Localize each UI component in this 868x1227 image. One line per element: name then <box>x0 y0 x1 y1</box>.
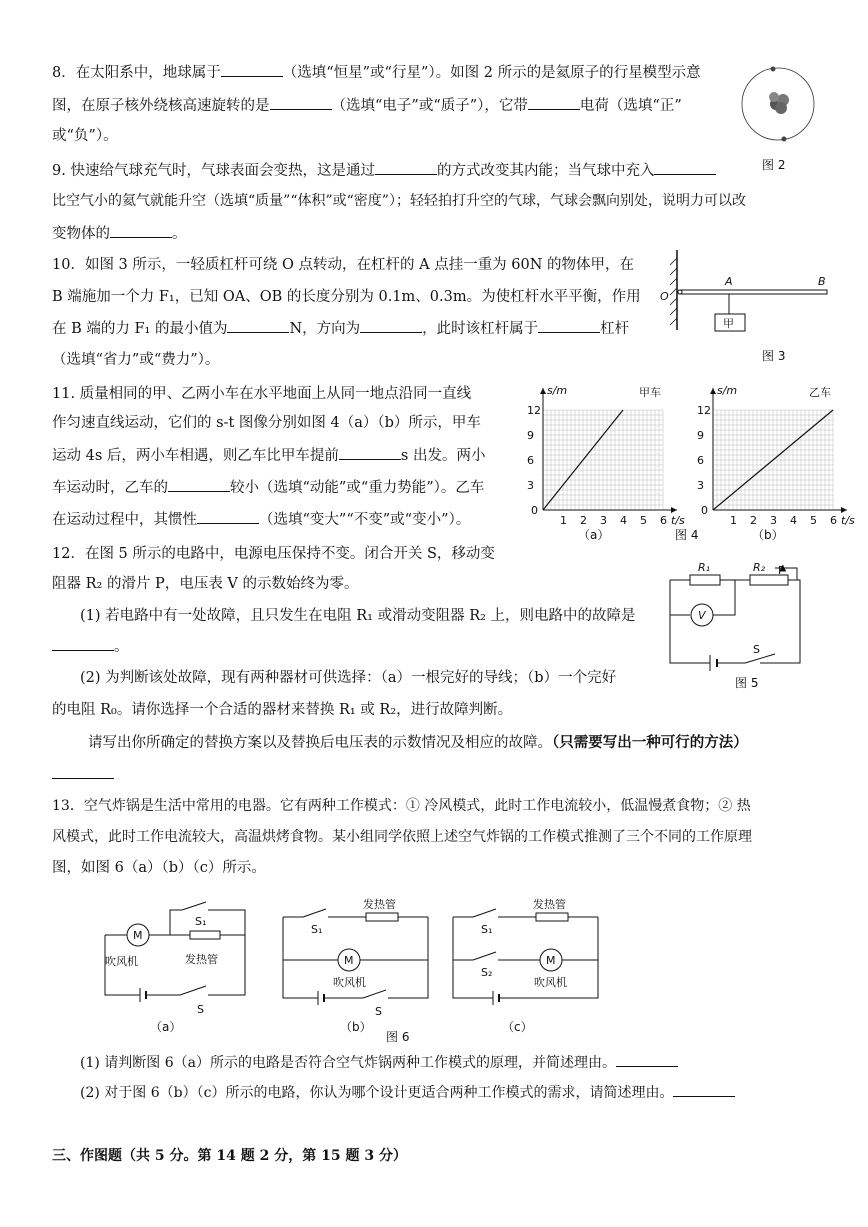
y-arrow <box>710 388 716 394</box>
q11-text-3b: s 出发。两小 <box>400 448 486 464</box>
q13-part-1-text: (1) 请判断图 6（a）所示的电路是否符合空气炸锅两种工作模式的原理，并简述理由。 <box>80 1055 616 1071</box>
x-tick-label: 2 <box>750 514 757 527</box>
heater-label: 发热管 <box>185 953 218 966</box>
x-tick-label: 1 <box>560 514 567 527</box>
label-s2: S₂ <box>481 966 493 979</box>
q9-text-3a: 变物体的 <box>52 226 110 242</box>
q9-text-1b: 的方式改变其内能；当气球中充入 <box>436 163 655 179</box>
y-arrow <box>540 388 546 394</box>
fan-label: 吹风机 <box>333 976 366 989</box>
q12-line-1: 12．在图 5 所示的电路中，电源电压保持不变。闭合开关 S，移动变 <box>52 546 495 562</box>
q12-line-7 <box>88 733 748 753</box>
q8-line-3: 或“负”）。 <box>52 128 118 144</box>
label-a: A <box>725 275 733 288</box>
wire <box>760 580 800 663</box>
figure-6-caption: 图 6 <box>386 1030 410 1044</box>
wall-hatch <box>670 258 677 325</box>
q10-text-3d: 杠杆 <box>600 321 630 337</box>
q11-line-2: 作匀速直线运动，它们的 s-t 图像分别如图 4（a）（b）所示，甲车 <box>52 415 481 431</box>
q8-line-2 <box>52 95 682 116</box>
object-label: 甲 <box>723 317 734 330</box>
lever-bar <box>679 290 827 294</box>
section-3-heading: 三、作图题（共 5 分。第 14 题 2 分，第 15 题 3 分） <box>52 1148 407 1164</box>
fan-label: 吹风机 <box>105 955 138 968</box>
heater <box>536 913 568 921</box>
q12-line-3: (1) 若电路中有一处故障，且只发生在电阻 R₁ 或滑动变阻器 R₂ 上，则电路中的故障是 <box>80 608 636 624</box>
switch-s1 <box>473 909 496 917</box>
figure-2-caption: 图 2 <box>762 158 786 172</box>
label-o: O <box>660 290 669 303</box>
answer-blank[interactable] <box>197 509 259 524</box>
label-s: S <box>197 1003 204 1016</box>
lever-figure <box>655 250 835 350</box>
x-tick-label: 3 <box>770 514 777 527</box>
answer-blank[interactable] <box>616 1052 678 1067</box>
circuit-figure-5 <box>665 560 845 675</box>
pivot <box>678 290 682 294</box>
q12-line-2: 阻器 R₂ 的滑片 P，电压表 V 的示数始终为零。 <box>52 576 359 592</box>
q8-text-1b: （选填“恒星”或“行星”）。如图 2 所示的是氦原子的行星模型示意 <box>282 65 701 81</box>
y-axis-label: s/m <box>717 384 738 397</box>
q13-line-2: 风模式，此时工作电流较大，高温烘烤食物。某小组同学依照上述空气炸锅的工作模式推测了三个不同的工作原理 <box>52 829 752 845</box>
label-v: V <box>698 609 706 622</box>
wire <box>388 917 428 998</box>
q13-part-2 <box>80 1082 735 1103</box>
answer-blank[interactable] <box>654 160 716 175</box>
heater <box>190 931 220 939</box>
label-p: P <box>778 564 785 577</box>
label-s1: S₁ <box>311 923 323 936</box>
y-tick-label: 6 <box>697 454 704 467</box>
q9-line-3 <box>52 223 187 244</box>
car-label: 乙车 <box>809 386 831 399</box>
x-tick-label: 4 <box>620 514 627 527</box>
q13-line-3: 图，如图 6（a）（b）（c）所示。 <box>52 860 266 876</box>
y-tick-label: 6 <box>527 454 534 467</box>
figure-6c-caption: （c） <box>502 1020 533 1034</box>
x-tick-label: 3 <box>600 514 607 527</box>
circuit-figure-6a <box>100 905 260 1015</box>
nucleus-particle <box>775 102 787 114</box>
q8-text-1a: 8．在太阳系中，地球属于 <box>52 65 221 81</box>
q11-text-4b: 较小（选填“动能”或“重力势能”）。乙车 <box>230 480 485 496</box>
q8-text-2b: （选填“电子”或“质子”），它带 <box>331 98 528 114</box>
heater-label: 发热管 <box>533 898 566 911</box>
q8-line-1 <box>52 62 701 83</box>
y-tick-label: 3 <box>527 479 534 492</box>
x-axis-label: t/s <box>841 514 855 527</box>
x-tick-label: 5 <box>810 514 817 527</box>
x-tick-label: 6 <box>660 514 667 527</box>
q13-part-1 <box>80 1052 678 1073</box>
label-r1: R₁ <box>698 561 711 574</box>
motor-label: M <box>546 954 556 967</box>
q12-text-7a: 请写出你所确定的替换方案以及替换后电压表的示数情况及相应的故障。 <box>88 735 552 751</box>
q11-line-4 <box>52 477 484 498</box>
y-tick-label: 9 <box>527 429 534 442</box>
q8-text-2c: 电荷（选填“正” <box>579 98 682 114</box>
answer-blank[interactable] <box>227 318 289 333</box>
y-tick-label: 12 <box>527 404 541 417</box>
answer-blank[interactable] <box>52 764 114 779</box>
figure-5-caption: 图 5 <box>735 676 759 690</box>
q9-line-2: 比空气小的氦气就能升空（选填“质量”“体积”或“密度”）；轻轻拍打升空的气球，气球会飘向别处，说明力可以改 <box>52 193 746 209</box>
switch-s1 <box>303 909 326 917</box>
label-b: B <box>818 275 826 288</box>
q10-line-4: （选填“省力”或“费力”）。 <box>52 352 220 368</box>
label-r2: R₂ <box>753 561 766 574</box>
y-tick-label: 3 <box>697 479 704 492</box>
nucleus-particle <box>769 92 779 102</box>
label-s1: S₁ <box>195 915 207 928</box>
q11-text-5b: （选填“变大”“不变”或“变小”）。 <box>259 512 471 528</box>
q12-text-7b: （只需要写出一种可行的方法） <box>552 734 748 751</box>
resistor-r1 <box>690 575 720 585</box>
st-graph-a <box>515 375 685 540</box>
q12-line-8 <box>52 764 114 785</box>
q12-line-5: (2) 为判断该处故障，现有两种器材可供选择：（a）一根完好的导线；（b）一个完好 <box>80 670 617 686</box>
q13-line-1: 13．空气炸锅是生活中常用的电器。它有两种工作模式：① 冷风模式，此时工作电流较小，低温慢煮食物；② 热 <box>52 798 751 814</box>
st-graph-b <box>685 375 855 540</box>
answer-blank[interactable] <box>339 445 401 460</box>
switch-s <box>745 654 775 663</box>
y-tick-label: 9 <box>697 429 704 442</box>
q9-line-1 <box>52 160 716 181</box>
figure-4b-caption: （b） <box>752 528 784 542</box>
origin-label: 0 <box>701 504 708 517</box>
x-tick-label: 4 <box>790 514 797 527</box>
circuit-figure-6c <box>448 895 608 1015</box>
answer-blank[interactable] <box>538 318 600 333</box>
q11-line-3 <box>52 445 485 466</box>
q12-line-4 <box>52 636 129 657</box>
x-arrow <box>671 507 677 513</box>
answer-blank[interactable] <box>528 95 580 110</box>
x-axis-label: t/s <box>671 514 685 527</box>
switch-s <box>180 986 206 995</box>
heater-label: 发热管 <box>363 898 396 911</box>
q10-line-1: 10．如图 3 所示，一轻质杠杆可绕 O 点转动，在杠杆的 A 点挂一重为 60N 的物体甲，在 <box>52 257 635 273</box>
answer-blank[interactable] <box>221 62 283 77</box>
label-s1: S₁ <box>481 923 493 936</box>
q10-line-3 <box>52 318 629 339</box>
x-arrow <box>841 507 847 513</box>
electron <box>782 137 787 142</box>
q10-text-3c: ，此时该杠杆属于 <box>422 321 539 337</box>
car-label: 甲车 <box>639 386 661 399</box>
q11-text-3a: 运动 4s 后，两小车相遇，则乙车比甲车提前 <box>52 448 339 464</box>
q11-line-1: 11. 质量相同的甲、乙两小车在水平地面上从同一地点沿同一直线 <box>52 386 472 402</box>
wire <box>170 910 182 935</box>
x-tick-label: 6 <box>830 514 837 527</box>
label-s: S <box>375 1005 382 1018</box>
label-s: S <box>753 643 760 656</box>
figure-6b-caption: （b） <box>340 1020 372 1034</box>
q12-line-6: 的电阻 R₀。请你选择一个合适的器材来替换 R₁ 或 R₂，进行故障判断。 <box>52 702 513 718</box>
switch-s1 <box>182 902 206 910</box>
q10-line-2: B 端施加一个力 F₁，已知 OA、OB 的长度分别为 0.1m、0.3m。为使杠杆水平平衡，作用 <box>52 289 641 305</box>
q12-text-4: 。 <box>114 639 129 655</box>
q9-text-3b: 。 <box>172 226 187 242</box>
x-tick-label: 2 <box>580 514 587 527</box>
q13-part-2-text: (2) 对于图 6（b）（c）所示的电路，你认为哪个设计更适合两种工作模式的需求，请简述理由。 <box>80 1085 674 1101</box>
q11-text-4a: 车运动时，乙车的 <box>52 480 168 496</box>
figure-3-caption: 图 3 <box>762 349 786 363</box>
x-tick-label: 1 <box>730 514 737 527</box>
q11-line-5 <box>52 509 470 530</box>
answer-blank[interactable] <box>270 95 332 110</box>
answer-blank[interactable] <box>360 318 422 333</box>
circuit-figure-6b <box>278 895 438 1018</box>
answer-blank[interactable] <box>375 160 437 175</box>
origin-label: 0 <box>531 504 538 517</box>
answer-blank[interactable] <box>52 636 114 651</box>
figure-4-caption: 图 4 <box>675 528 699 542</box>
answer-blank[interactable] <box>168 477 230 492</box>
motor-label: M <box>133 929 143 942</box>
q10-text-3a: 在 B 端的力 F₁ 的最小值为 <box>52 321 228 337</box>
figure-6a-caption: （a） <box>150 1020 182 1034</box>
fan-label: 吹风机 <box>534 976 567 989</box>
q9-text-1a: 9. 快速给气球充气时，气球表面会变热，这是通过 <box>52 163 375 179</box>
answer-blank[interactable] <box>110 223 172 238</box>
figure-4a-caption: （a） <box>578 528 610 542</box>
switch-s <box>363 990 386 998</box>
switch-s2 <box>473 952 496 960</box>
q10-text-3b: N，方向为 <box>289 321 361 337</box>
answer-blank[interactable] <box>673 1082 735 1097</box>
y-tick-label: 12 <box>697 404 711 417</box>
x-tick-label: 5 <box>640 514 647 527</box>
heater <box>366 913 398 921</box>
y-axis-label: s/m <box>547 384 568 397</box>
q8-text-2a: 图，在原子核外绕核高速旋转的是 <box>52 98 270 114</box>
motor-label: M <box>344 954 354 967</box>
q11-text-5a: 在运动过程中，其惯性 <box>52 512 197 528</box>
electron <box>771 67 776 72</box>
helium-atom-figure <box>740 66 820 146</box>
